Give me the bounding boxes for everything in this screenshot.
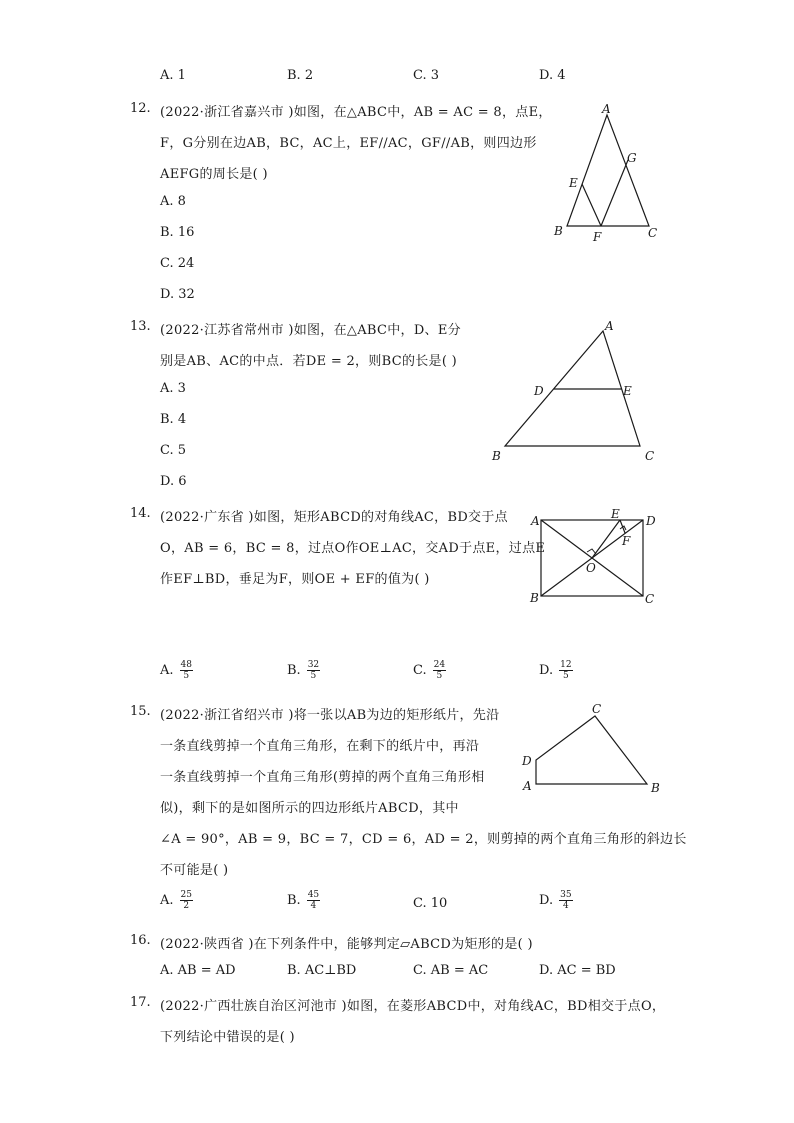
- q11-option-a: A. 1: [160, 68, 186, 83]
- q12-label-c: C: [648, 226, 658, 240]
- q13-option-a: A. 3: [160, 381, 186, 396]
- q14-label-e: E: [611, 507, 620, 521]
- q14-number: 14.: [130, 506, 151, 521]
- q14-line-1: (2022·广东省 )如图，矩形ABCD的对角线AC，BD交于点: [160, 510, 508, 525]
- q15-label-b: B: [651, 781, 660, 795]
- q15-option-a: A. $\frac{25}{2}$: [160, 890, 192, 911]
- q12-option-c: C. 24: [160, 256, 195, 271]
- q14-option-d: D. $\frac{12}{5}$: [539, 660, 572, 681]
- q15-line-1: (2022·浙江省绍兴市 )将一张以AB为边的矩形纸片，先沿: [160, 708, 500, 723]
- q14-label-o: O: [586, 561, 596, 575]
- q15-option-d: D. $\frac{35}{4}$: [539, 890, 572, 911]
- q17-line-2: 下列结论中错误的是( ): [160, 1030, 295, 1045]
- q14-option-a: A. $\frac{48}{5}$: [160, 660, 192, 681]
- q12-label-b: B: [554, 224, 563, 238]
- q17-line-1: (2022·广西壮族自治区河池市 )如图，在菱形ABCD中，对角线AC，BD相交于点O，: [160, 999, 666, 1014]
- q13-option-b: B. 4: [160, 412, 187, 427]
- q13-line-1: (2022·江苏省常州市 )如图，在△ABC中，D、E分: [160, 323, 461, 338]
- q16-option-a: A. AB = AD: [160, 963, 236, 978]
- q15-line-5: ∠A = 90°，AB = 9，BC = 7，CD = 6，AD = 2，则剪掉的两个直角三角形的斜边长: [160, 832, 687, 847]
- q14-label-f: F: [622, 534, 631, 548]
- q14-figure: [525, 505, 665, 610]
- q14-label-d: D: [646, 514, 656, 528]
- q16-option-d: D. AC = BD: [539, 963, 616, 978]
- q12-figure: [545, 95, 675, 245]
- q16-option-b: B. AC⊥BD: [287, 963, 357, 978]
- q13-option-c: C. 5: [160, 443, 187, 458]
- q13-number: 13.: [130, 319, 151, 334]
- q13-option-d: D. 6: [160, 474, 187, 489]
- q15-line-2: 一条直线剪掉一个直角三角形，在剩下的纸片中，再沿: [160, 739, 480, 754]
- q14-option-b: B. $\frac{32}{5}$: [287, 660, 320, 681]
- q14-line-3: 作EF⊥BD，垂足为F，则OE + EF的值为( ): [160, 572, 430, 587]
- q12-line-3: AEFG的周长是( ): [160, 167, 268, 182]
- q14-label-b: B: [530, 591, 539, 605]
- q12-label-e: E: [569, 176, 578, 190]
- q15-option-c: C. 10: [413, 896, 448, 911]
- q14-option-c: C. $\frac{24}{5}$: [413, 660, 446, 681]
- q13-label-a: A: [605, 319, 614, 333]
- q12-line-2: F，G分别在边AB，BC，AC上，EF//AC，GF//AB，则四边形: [160, 136, 537, 151]
- q13-label-e: E: [623, 384, 632, 398]
- q12-line-1: (2022·浙江省嘉兴市 )如图，在△ABC中，AB = AC = 8，点E，: [160, 105, 552, 120]
- q14-line-2: O，AB = 6，BC = 8，过点O作OE⊥AC，交AD于点E，过点E: [160, 541, 546, 556]
- q12-label-g: G: [627, 151, 637, 165]
- q11-option-b: B. 2: [287, 68, 314, 83]
- q15-figure: [515, 700, 665, 800]
- q16-line-1: (2022·陕西省 )在下列条件中，能够判定▱ABCD为矩形的是( ): [160, 937, 533, 952]
- q11-option-c: C. 3: [413, 68, 440, 83]
- q12-label-f: F: [593, 230, 602, 244]
- q12-option-d: D. 32: [160, 287, 195, 302]
- q15-label-c: C: [592, 702, 602, 716]
- q14-label-c: C: [645, 592, 655, 606]
- q13-label-b: B: [492, 449, 501, 463]
- q14-label-a: A: [531, 514, 540, 528]
- q15-label-d: D: [522, 754, 532, 768]
- q15-line-3: 一条直线剪掉一个直角三角形(剪掉的两个直角三角形相: [160, 770, 485, 785]
- q16-option-c: C. AB = AC: [413, 963, 489, 978]
- q15-option-b: B. $\frac{45}{4}$: [287, 890, 320, 911]
- q15-line-6: 不可能是( ): [160, 863, 229, 878]
- q12-option-a: A. 8: [160, 194, 186, 209]
- q16-number: 16.: [130, 933, 151, 948]
- q11-option-d: D. 4: [539, 68, 566, 83]
- q12-label-a: A: [602, 102, 611, 116]
- q15-label-a: A: [523, 779, 532, 793]
- q13-figure: [485, 315, 665, 470]
- q13-label-d: D: [534, 384, 544, 398]
- q17-number: 17.: [130, 995, 151, 1010]
- q13-label-c: C: [645, 449, 655, 463]
- q12-option-b: B. 16: [160, 225, 195, 240]
- q12-number: 12.: [130, 101, 151, 116]
- q15-number: 15.: [130, 704, 151, 719]
- q13-line-2: 别是AB、AC的中点．若DE = 2，则BC的长是( ): [160, 354, 458, 369]
- q15-line-4: 似)，剩下的是如图所示的四边形纸片ABCD，其中: [160, 801, 459, 816]
